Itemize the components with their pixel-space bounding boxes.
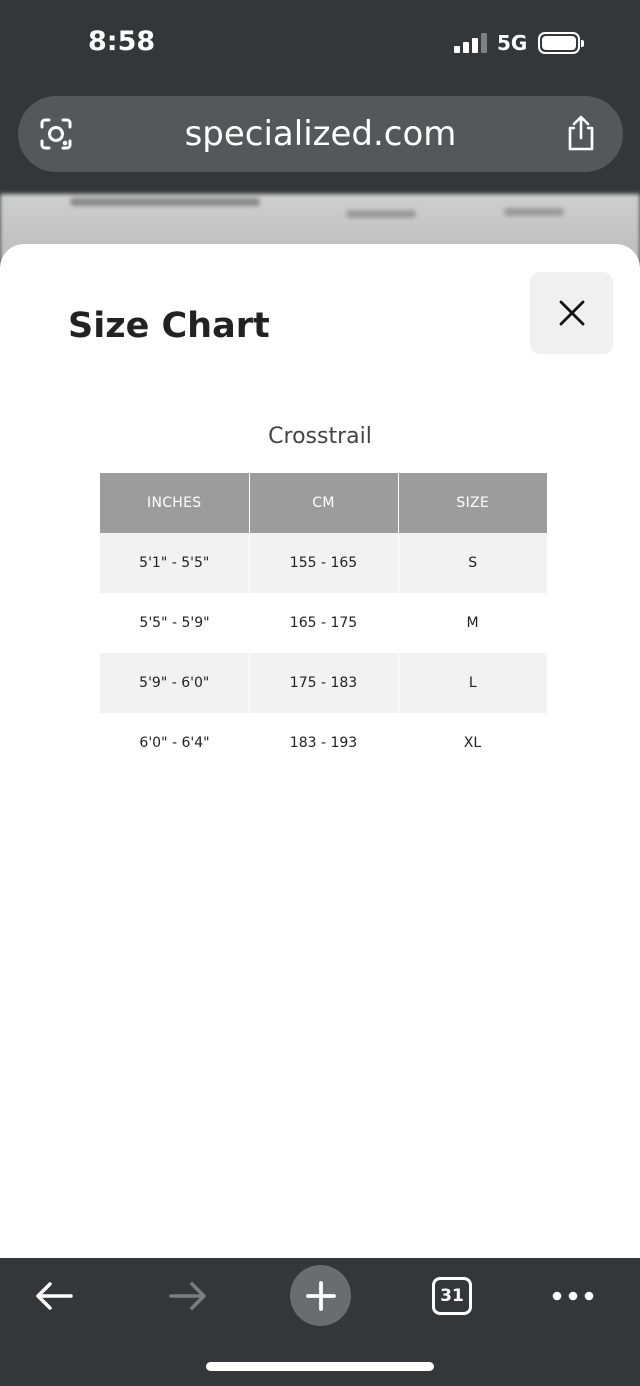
cell-size: XL [463,735,482,751]
table-row [100,593,547,653]
cellular-signal-icon [454,33,488,53]
cell-inches: 5'1" - 5'5" [100,533,249,593]
cell-size: L [398,653,547,713]
home-indicator[interactable] [206,1362,434,1371]
browser-chrome [0,88,640,194]
column-header-size: SIZE [398,473,547,533]
table-row [100,653,547,713]
column-header-inches: INCHES [100,473,249,533]
share-icon[interactable] [564,114,598,152]
size-chart-modal [0,244,640,1258]
size-table [100,473,547,773]
cell-size: M [466,615,479,631]
column-header-cm: CM [249,473,398,533]
cell-cm: 155 - 165 [249,533,398,593]
close-icon [559,300,585,326]
network-type: 5G [497,31,528,55]
tabs-button[interactable] [424,1266,480,1326]
table-row [100,713,547,773]
plus-icon [305,1280,337,1312]
modal-title: Size Chart [68,306,270,346]
chart-name: Crosstrail [268,424,372,449]
status-time: 8:58 [88,26,156,57]
url-text: specialized.com [184,114,457,154]
cell-cm: 175 - 183 [249,653,398,713]
new-tab-button[interactable] [290,1265,351,1326]
address-bar[interactable] [18,96,623,172]
close-button[interactable] [530,272,613,354]
back-button[interactable] [26,1266,82,1326]
forward-arrow-icon [168,1281,208,1311]
cell-size: S [398,533,547,593]
status-bar [0,0,640,88]
tabs-icon: 31 [432,1277,472,1315]
cell-cm: 183 - 193 [289,735,358,751]
cell-inches: 6'0" - 6'4" [139,735,210,751]
browser-toolbar [0,1258,640,1386]
battery-icon [538,32,580,54]
table-row [100,533,547,593]
cell-inches: 5'9" - 6'0" [100,653,249,713]
cell-cm: 165 - 175 [289,615,358,631]
table-header-row [100,473,547,533]
back-arrow-icon [34,1281,74,1311]
more-icon [552,1291,594,1301]
forward-button[interactable] [160,1266,216,1326]
more-button[interactable] [548,1266,598,1326]
cell-inches: 5'5" - 5'9" [139,615,210,631]
